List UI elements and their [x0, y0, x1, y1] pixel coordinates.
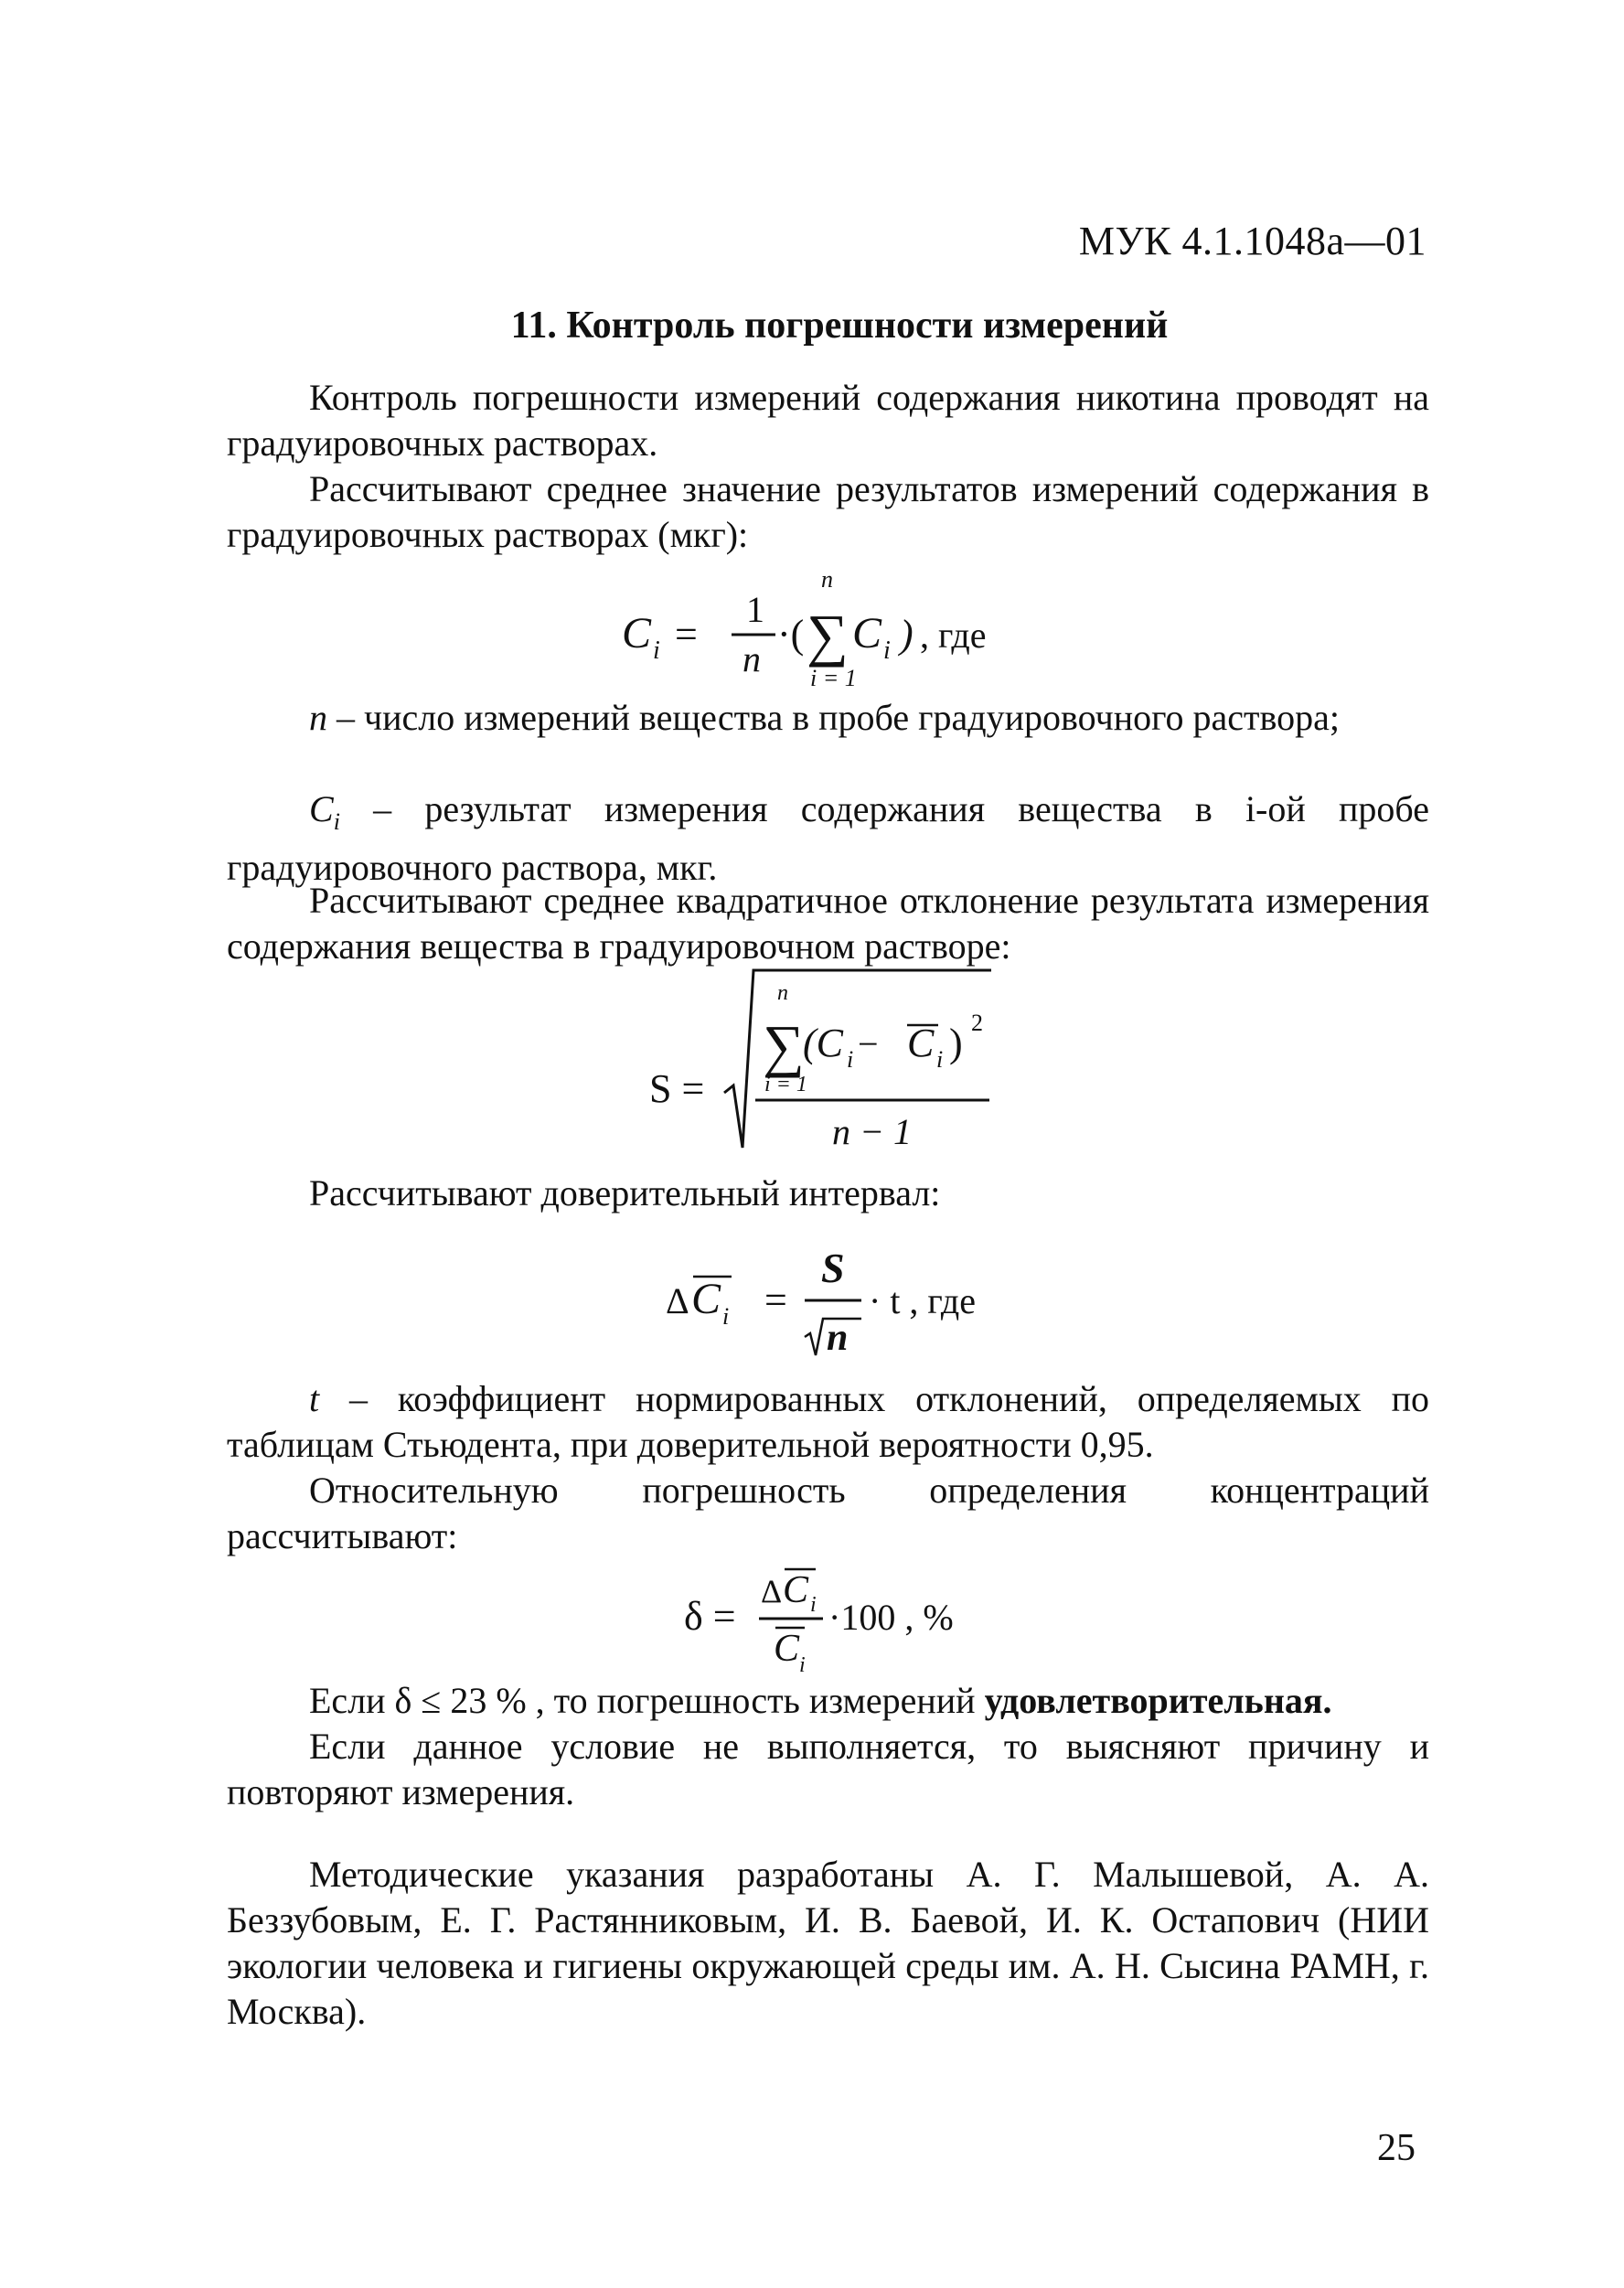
formula-relative-den-sub: i [799, 1653, 806, 1677]
formula-std-sum-top: n [777, 981, 788, 1005]
formula-interval-eq: = [764, 1278, 787, 1322]
authors-text: Методические указания разработаны А. Г. Малышевой, А. А. Беззубовым, Е. Г. Растянниковым, И. В. Баевой, И. К. Остапович (НИИ экологии человека и гигиены окружающей среды им. А. Н. Сысина РАМН, г. Москва). [227, 1854, 1429, 2032]
paragraph-10 [227, 1724, 1429, 1815]
formula-std-term: (C [803, 1021, 843, 1065]
page-number: 25 [1377, 2127, 1416, 2169]
formula-mean-sum-bottom: i = 1 [810, 665, 857, 691]
formula-mean-eq: = [675, 612, 698, 657]
formula-std-close: ) [949, 1021, 963, 1065]
formula-mean-denominator: n [743, 638, 761, 679]
paragraph-7 [227, 1376, 1429, 1468]
paragraph-3-symbol: n [309, 697, 327, 738]
formula-mean-dot: ·( [777, 612, 805, 657]
formula-interval [658, 1235, 1024, 1363]
sum-sign-icon: ∑ [763, 1013, 805, 1078]
authors-paragraph [227, 1852, 1429, 2035]
paragraph-2-text: Рассчитывают среднее значение результатов измерений содержания в градуировочных растворах (мкг): [227, 468, 1429, 555]
paragraph-1 [227, 375, 1429, 466]
formula-relative-num-delta: Δ [761, 1573, 783, 1609]
formula-relative-lhs: δ = [684, 1594, 736, 1639]
section-heading: 11. Контроль погрешности измерений [510, 305, 1169, 347]
formula-interval-delta: Δ [666, 1280, 689, 1321]
paragraph-6 [227, 1171, 1429, 1216]
paragraph-9-text: Если δ ≤ 23 % , то погрешность измерений [309, 1680, 985, 1721]
formula-std-bar-term: C [907, 1021, 935, 1065]
formula-std-lhs: S = [649, 1066, 705, 1111]
paragraph-3-text: – число измерений вещества в пробе градуировочного раствора; [327, 697, 1340, 738]
formula-mean-lhs-sub: i [653, 636, 660, 665]
formula-mean-term-sub: i [883, 636, 891, 665]
formula-mean-sum-top: n [821, 566, 833, 593]
paragraph-8-text: Относительную погрешность определения концентраций рассчитывают: [227, 1470, 1429, 1556]
formula-interval-sub: i [722, 1303, 730, 1330]
formula-interval-lhs: C [691, 1275, 721, 1323]
formula-relative [677, 1555, 1024, 1683]
formula-std-sum-bottom: i = 1 [764, 1073, 807, 1096]
formula-mean-lhs: C [622, 609, 652, 658]
paragraph-1-text: Контроль погрешности измерений содержания никотина проводят на градуировочных растворах. [227, 377, 1429, 464]
formula-interval-denominator: n [827, 1317, 849, 1359]
paragraph-10-text: Если данное условие не выполняется, то выясняют причину и повторяют измерения. [227, 1726, 1429, 1812]
formula-std-minus: − [858, 1023, 879, 1064]
paragraph-7-text: – коэффициент нормированных отклонений, определяемых по таблицам Стьюдента, при доверительной вероятности 0,95. [227, 1378, 1429, 1465]
paragraph-4-text: – результат измерения содержания вещества в i-ой пробе градуировочного раствора, мкг. [227, 788, 1429, 888]
paragraph-4 [227, 786, 1429, 891]
formula-relative-den: C [774, 1628, 800, 1670]
formula-mean-close: ) [900, 612, 914, 657]
formula-relative-num-sub: i [810, 1593, 817, 1617]
paragraph-9 [227, 1678, 1429, 1724]
paragraph-4-symbol: C [309, 788, 334, 829]
formula-mean-tail: , где [920, 615, 987, 656]
formula-std-power: 2 [971, 1010, 983, 1036]
document-code: МУК 4.1.1048а—01 [1078, 219, 1426, 263]
paragraph-5-text: Рассчитывают среднее квадратичное отклонение результата измерения содержания вещества в градуировочном растворе: [227, 880, 1429, 967]
paragraph-2 [227, 466, 1429, 558]
paragraph-4-symbol-sub: i [333, 808, 340, 835]
formula-interval-tail: · t , где [869, 1280, 976, 1321]
sum-sign-icon: ∑ [807, 603, 849, 668]
formula-relative-num: C [783, 1569, 809, 1611]
paragraph-7-symbol: t [309, 1378, 320, 1419]
formula-interval-numerator: S [821, 1245, 845, 1291]
paragraph-6-text: Рассчитывают доверительный интервал: [309, 1172, 941, 1213]
paragraph-8 [227, 1468, 1429, 1559]
formula-std-term-sub: i [847, 1046, 854, 1073]
formula-mean-numerator: 1 [746, 589, 764, 630]
formula-relative-tail: ·100 , % [828, 1597, 954, 1638]
formula-std-bar-sub: i [936, 1046, 944, 1073]
paragraph-5 [227, 878, 1429, 969]
paragraph-9-bold: удовлетворительная. [984, 1680, 1332, 1721]
formula-std-denominator: n − 1 [832, 1111, 912, 1152]
paragraph-3 [227, 695, 1429, 741]
formula-mean-term: C [852, 609, 882, 658]
formula-mean [585, 558, 1061, 695]
formula-std [640, 965, 1024, 1157]
